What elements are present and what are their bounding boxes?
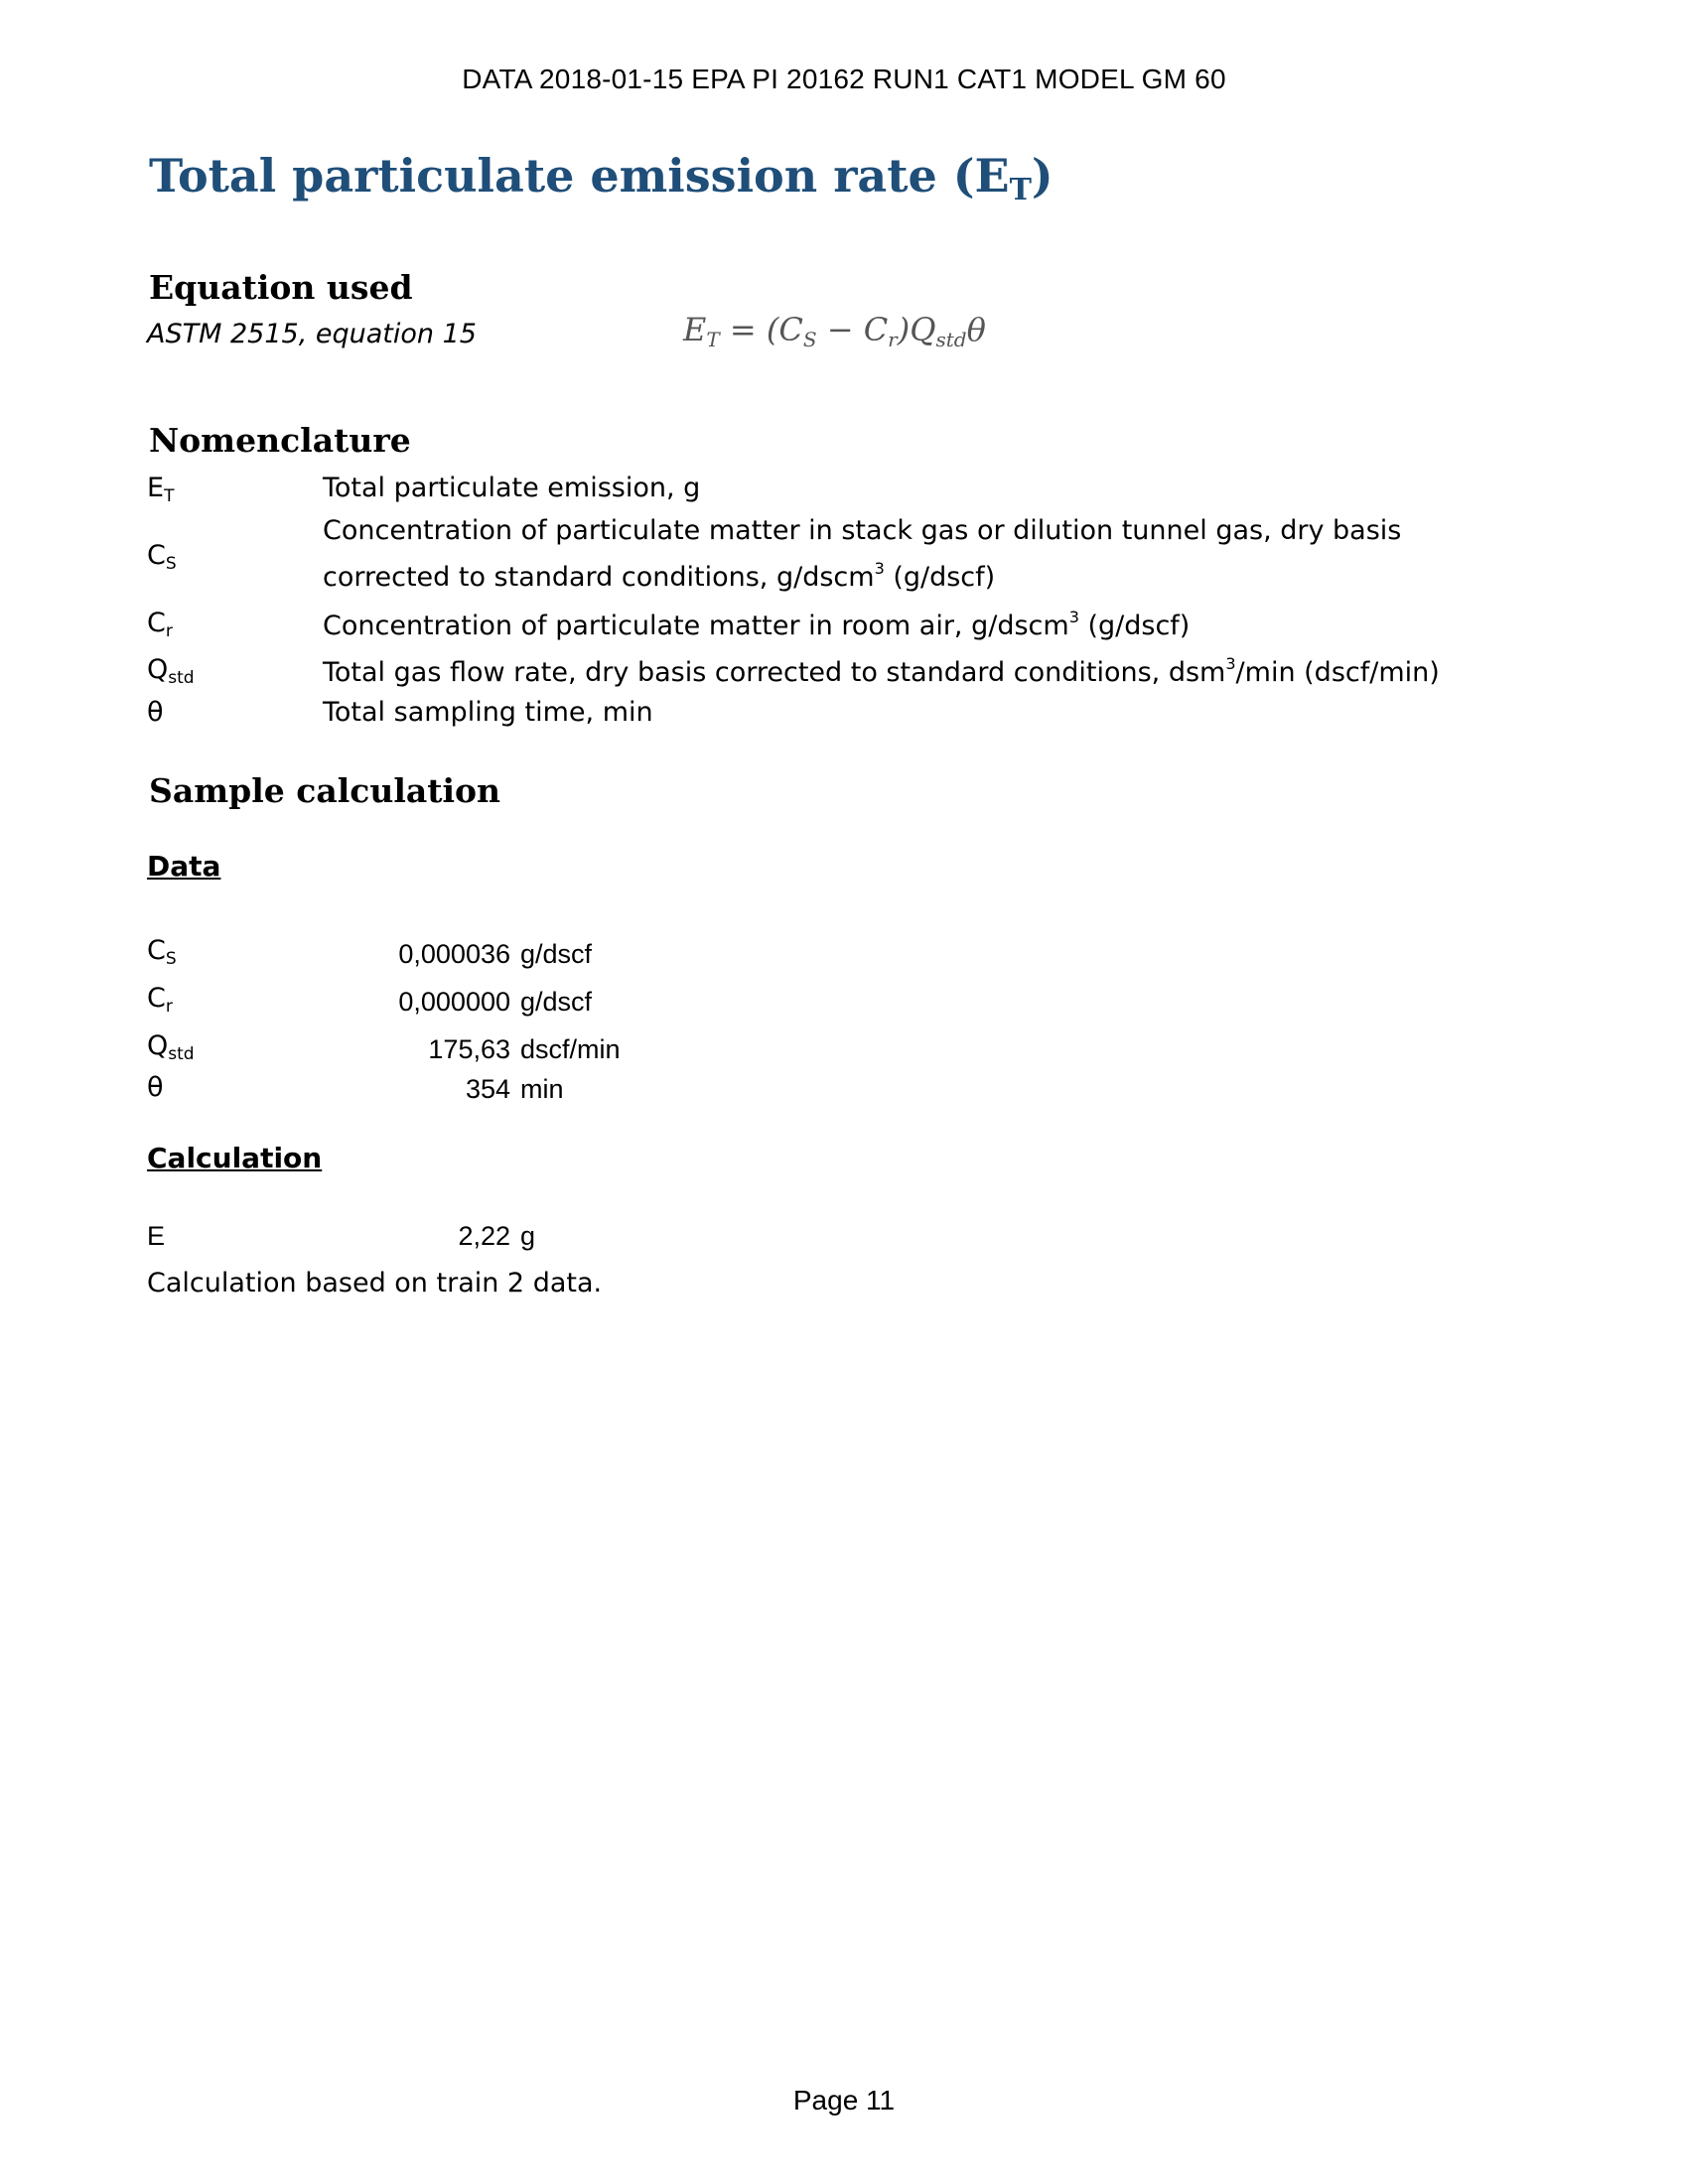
page-title-close: ) <box>1031 149 1054 203</box>
symbol-letter: Q <box>147 1030 169 1061</box>
nomenclature-desc-cs-line1: Concentration of particulate matter in stack gas or dilution tunnel gas, dry basis <box>323 515 1402 546</box>
symbol-subscript: std <box>168 1044 195 1064</box>
symbol-letter: E <box>147 473 165 503</box>
desc-superscript: 3 <box>1068 608 1079 626</box>
symbol-subscript: r <box>165 997 173 1017</box>
nomenclature-desc-cr <box>323 608 1190 641</box>
symbol-subscript: S <box>165 949 177 969</box>
page-title-subscript: T <box>1009 173 1032 207</box>
data-unit-cs: g/dscf <box>520 939 593 969</box>
desc-superscript: 3 <box>1225 654 1236 673</box>
result-unit: g <box>520 1221 536 1251</box>
result-value: 2,22 <box>458 1221 510 1251</box>
data-symbol-theta: θ <box>147 1072 164 1103</box>
equation-eq-open: = (C <box>719 311 803 348</box>
calculation-subheading: Calculation <box>147 1142 323 1174</box>
page-header: DATA 2018-01-15 EPA PI 20162 RUN1 CAT1 MODEL GM 60 <box>462 64 1226 94</box>
symbol-letter: C <box>147 540 166 571</box>
symbol-subscript: r <box>165 621 173 641</box>
equation-cr-sub: r <box>888 328 898 351</box>
desc-text: corrected to standard conditions, g/dscm <box>323 562 875 593</box>
nomenclature-desc-et: Total particulate emission, g <box>323 473 701 503</box>
equation-lhs-sub: T <box>706 328 720 351</box>
equation-theta: θ <box>966 311 986 348</box>
data-unit-qstd: dscf/min <box>520 1034 621 1064</box>
data-value-qstd: 175,63 <box>428 1034 510 1064</box>
symbol-letter: C <box>147 983 166 1014</box>
sample-calculation-heading: Sample calculation <box>149 771 501 810</box>
page-title-text: Total particulate emission rate (E <box>149 149 1010 203</box>
equation-close-q: )Q <box>897 311 936 348</box>
desc-text: Concentration of particulate matter in room air, g/dscm <box>323 611 1069 641</box>
nomenclature-desc-theta: Total sampling time, min <box>323 697 653 728</box>
equation-cs-sub: S <box>802 328 817 351</box>
nomenclature-heading: Nomenclature <box>149 421 411 460</box>
nomenclature-desc-cs-line2 <box>323 559 995 593</box>
equation-minus: − C <box>816 311 889 348</box>
page-number: Page 11 <box>792 2085 896 2116</box>
equation-q-sub: std <box>935 328 967 351</box>
equation-formula <box>683 311 986 351</box>
nomenclature-symbol-cs <box>147 540 177 574</box>
data-unit-cr: g/dscf <box>520 987 593 1017</box>
equation-source: ASTM 2515, equation 15 <box>147 319 477 349</box>
desc-text: /min (dscf/min) <box>1235 657 1440 688</box>
data-value-theta: 354 <box>465 1074 510 1104</box>
desc-text: Total gas flow rate, dry basis corrected to standard conditions, dsm <box>323 657 1226 688</box>
symbol-subscript: std <box>168 668 195 688</box>
data-value-cs: 0,000036 <box>398 939 510 969</box>
equation-lhs: E <box>683 311 707 348</box>
desc-superscript: 3 <box>874 559 885 578</box>
data-symbol-cr <box>147 983 173 1017</box>
data-subheading: Data <box>147 850 221 883</box>
nomenclature-desc-qstd <box>323 654 1440 688</box>
symbol-subscript: T <box>164 486 175 506</box>
nomenclature-symbol-cr <box>147 608 173 641</box>
desc-text: (g/dscf) <box>884 562 996 593</box>
nomenclature-symbol-et <box>147 473 174 506</box>
symbol-letter: C <box>147 608 166 638</box>
data-value-cr: 0,000000 <box>398 987 510 1017</box>
desc-text: (g/dscf) <box>1078 611 1191 641</box>
nomenclature-symbol-theta: θ <box>147 697 164 728</box>
result-symbol: E <box>147 1221 166 1251</box>
symbol-letter: C <box>147 935 166 966</box>
nomenclature-symbol-qstd <box>147 654 195 688</box>
symbol-letter: Q <box>147 654 169 685</box>
data-symbol-qstd <box>147 1030 195 1064</box>
equation-heading: Equation used <box>149 268 413 307</box>
data-symbol-cs <box>147 935 177 969</box>
page-title <box>149 149 1054 207</box>
calculation-note: Calculation based on train 2 data. <box>147 1268 603 1298</box>
symbol-subscript: S <box>165 554 177 574</box>
data-unit-theta: min <box>520 1074 564 1104</box>
